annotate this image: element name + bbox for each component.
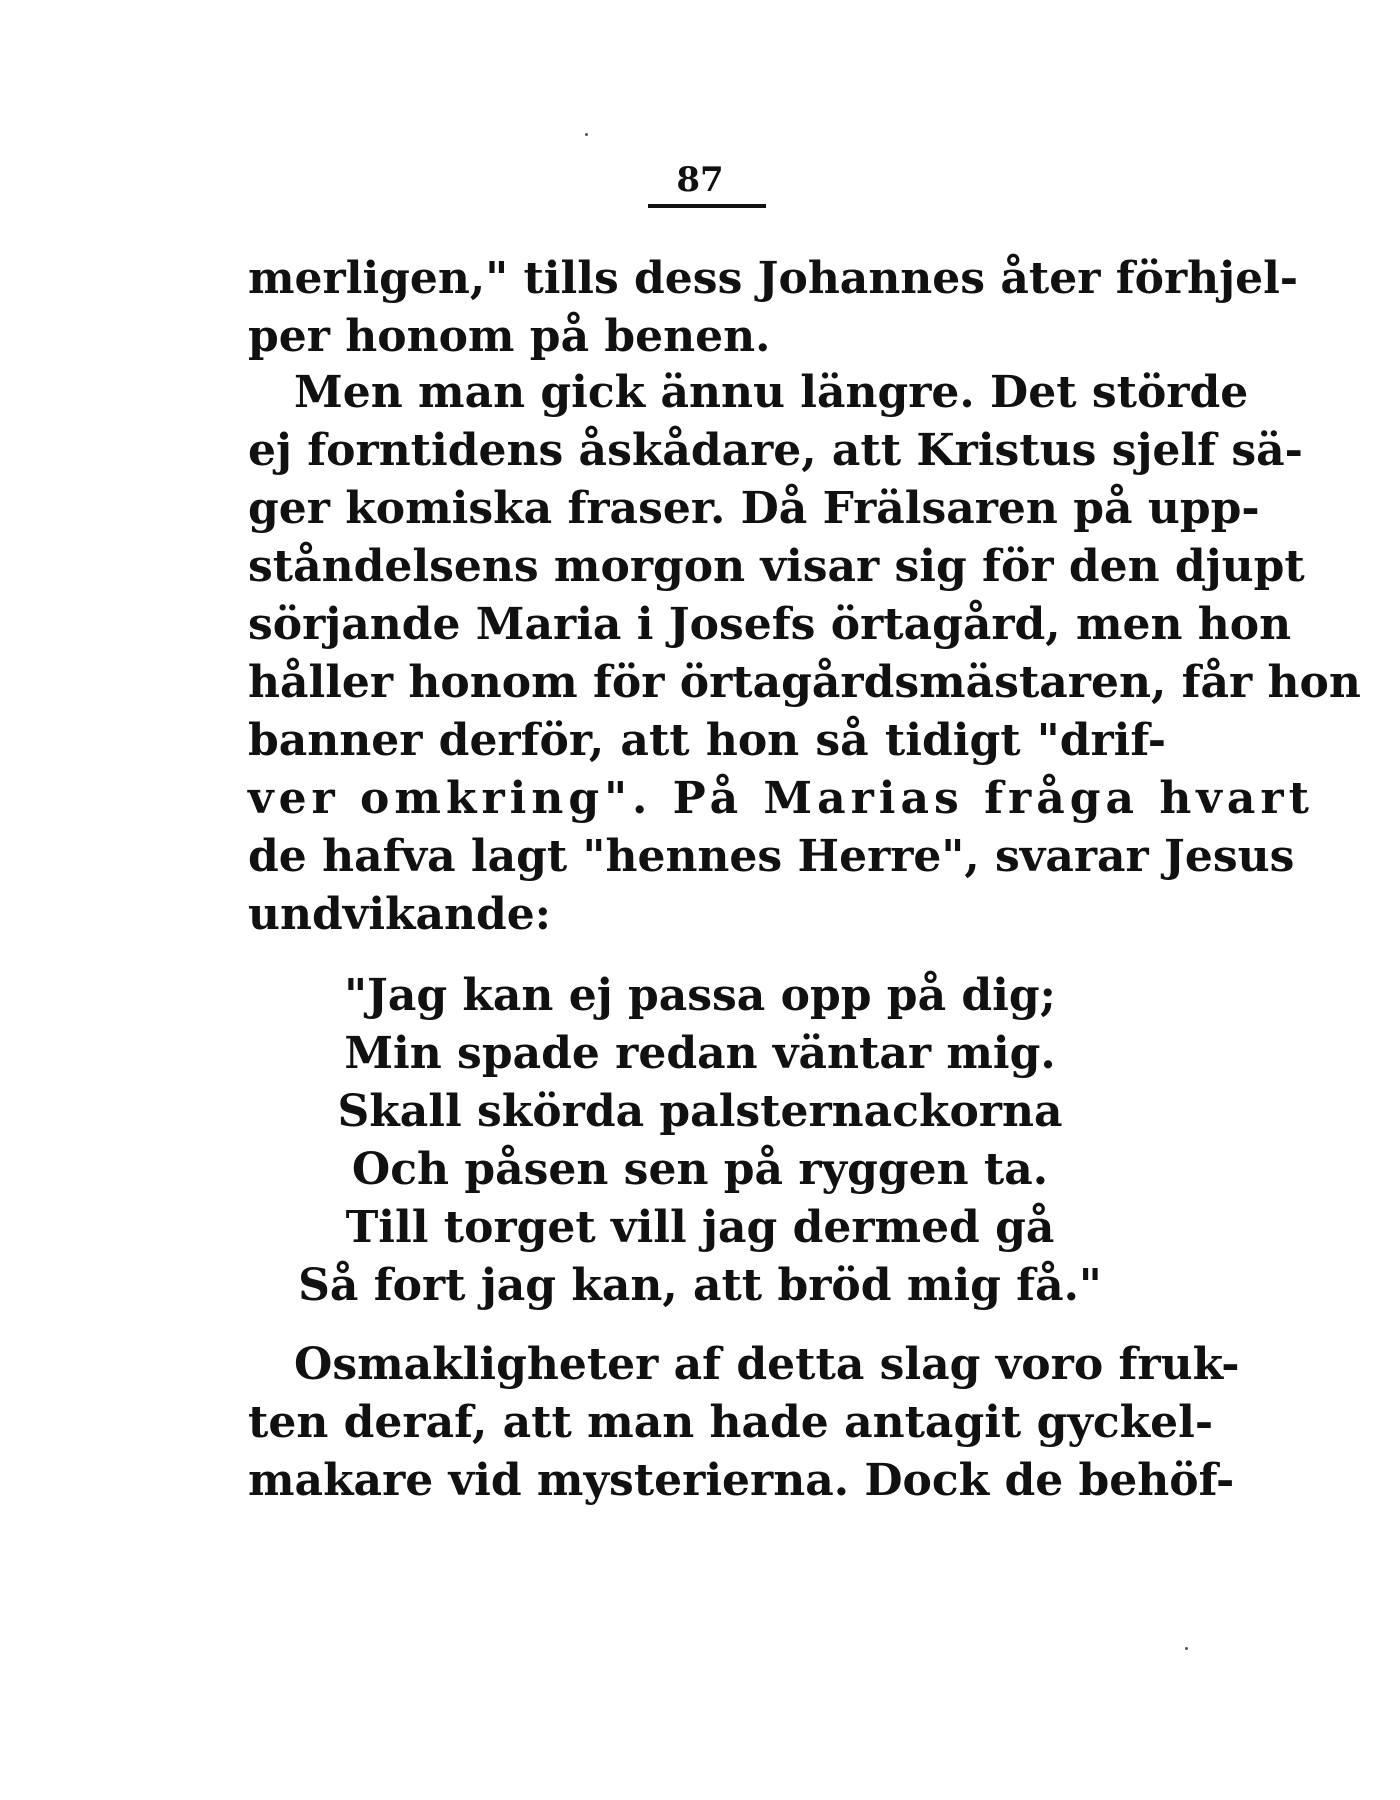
text-line: sörjande Maria i Josefs örtagård, men hon [248, 599, 1292, 650]
text-line: håller honom för örtagårdsmästaren, får hon [248, 657, 1361, 708]
text-line: de hafva lagt "hennes Herre", svarar Jesus [248, 831, 1295, 882]
verse-line: Skall skörda palsternackorna [337, 1086, 1063, 1137]
text-line: ver omkring". På Marias fråga hvart [248, 773, 1314, 824]
text-line: banner derför, att hon så tidigt "drif- [248, 715, 1166, 766]
verse-line: Och påsen sen på ryggen ta. [351, 1144, 1049, 1195]
text-line: ger komiska fraser. Då Frälsaren på upp- [248, 483, 1260, 534]
paragraph-2 [248, 364, 1361, 944]
verse-line: "Jag kan ej passa opp på dig; [344, 970, 1056, 1021]
paragraph-1 [248, 250, 1299, 366]
verse-block [0, 967, 1400, 1315]
scan-speck [585, 133, 588, 136]
verse-line: Min spade redan väntar mig. [344, 1028, 1056, 1079]
text-line: Men man gick ännu längre. Det störde [294, 367, 1249, 418]
text-line: undvikande: [248, 889, 552, 940]
page-number-rule [648, 204, 766, 208]
text-line: ej forntidens åskådare, att Kristus sjelf sä- [248, 425, 1303, 476]
text-line: per honom på benen. [248, 311, 771, 362]
verse-line: Till torget vill jag dermed gå [345, 1202, 1055, 1253]
text-line: Osmakligheter af detta slag voro fruk- [294, 1339, 1240, 1390]
text-line: ten deraf, att man hade antagit gyckel- [248, 1397, 1214, 1448]
text-line: makare vid mysterierna. Dock de behöf- [248, 1455, 1235, 1506]
page-number: 87 [676, 160, 724, 200]
text-line: merligen," tills dess Johannes åter förhjel- [248, 253, 1299, 304]
scan-speck [1185, 1647, 1188, 1650]
verse-line: Så fort jag kan, att bröd mig få." [298, 1260, 1102, 1311]
text-line: ståndelsens morgon visar sig för den djupt [248, 541, 1305, 592]
paragraph-3 [248, 1336, 1240, 1510]
